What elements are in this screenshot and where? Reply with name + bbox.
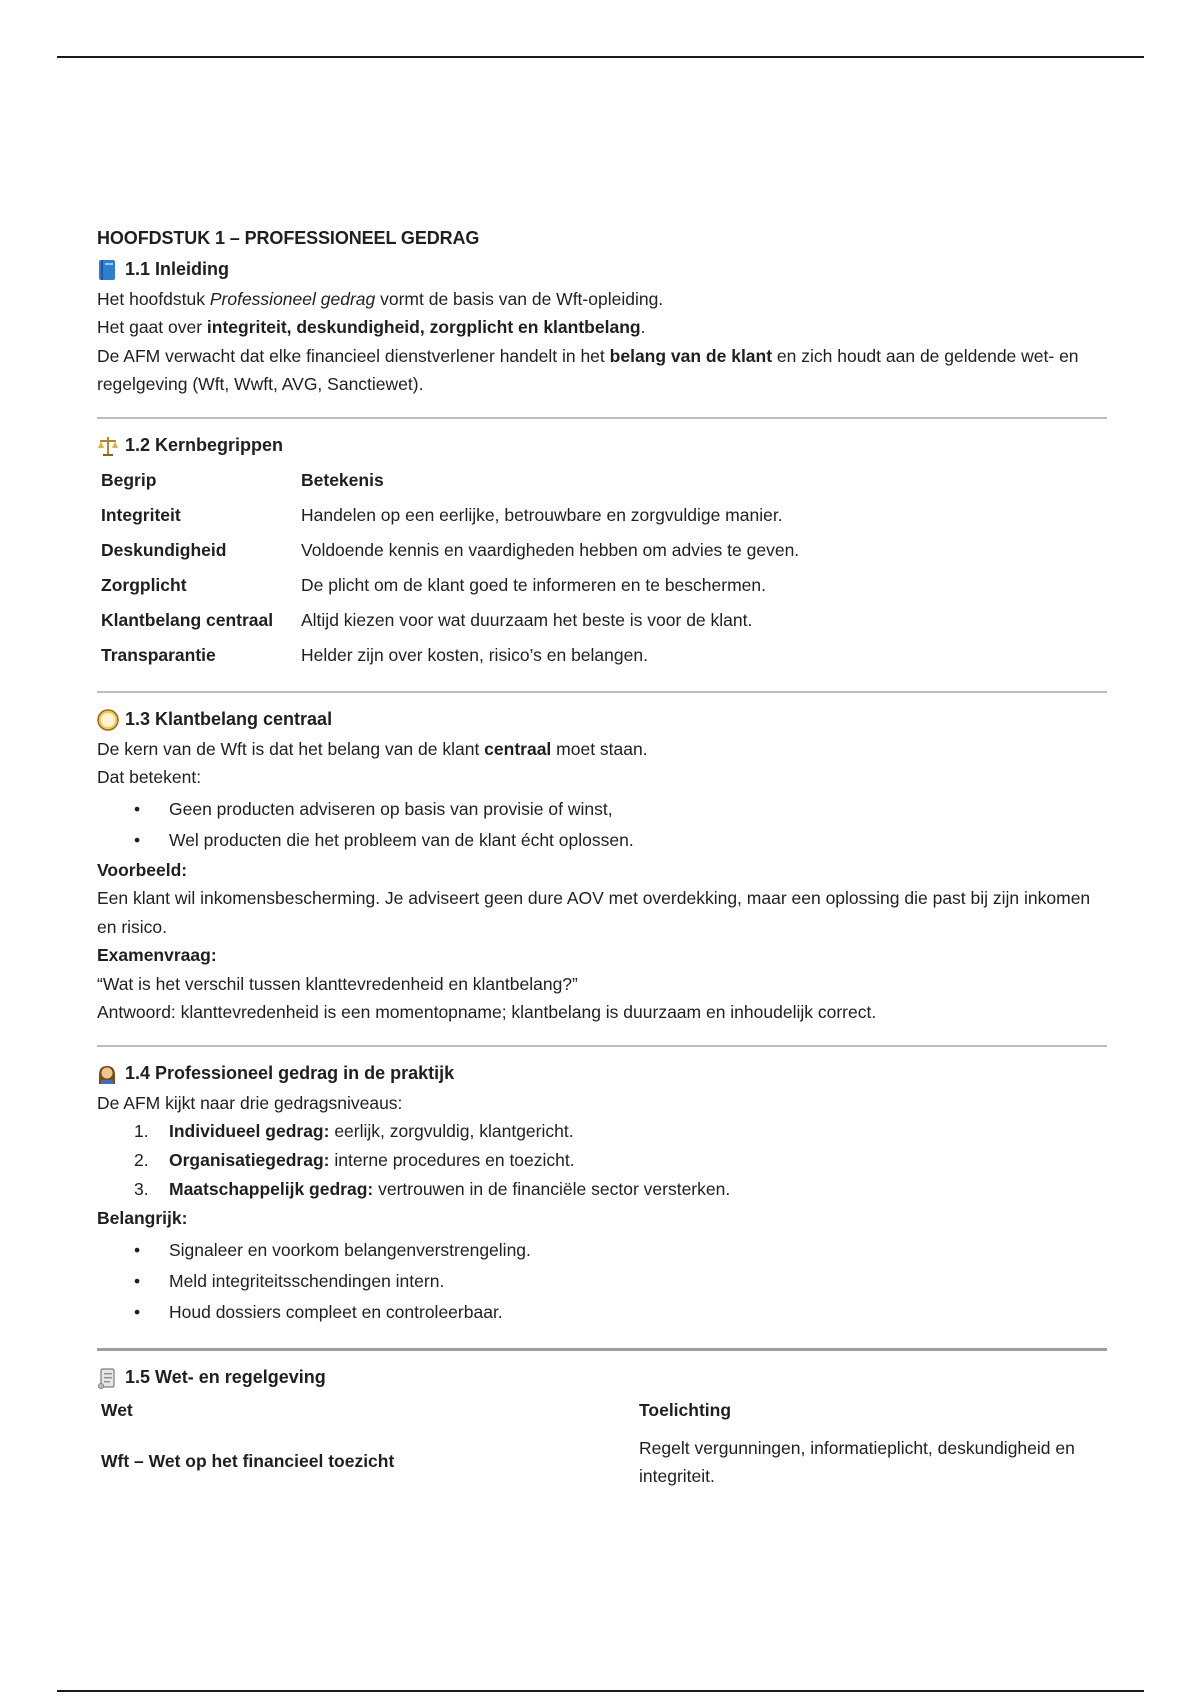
term-cell: Klantbelang centraal (101, 609, 274, 630)
list-item: 2. Organisatiegedrag: interne procedures en toezicht. (134, 1150, 575, 1170)
divider (97, 1045, 1107, 1047)
section-1-1-heading: 1.1 Inleiding (125, 259, 230, 280)
list-item: • Wel producten die het probleem van de klant écht oplossen. (97, 825, 1107, 856)
table-row (97, 568, 805, 603)
table-row (97, 533, 805, 568)
column-header-begrip: Begrip (101, 469, 157, 490)
scales-icon (97, 435, 119, 457)
table-row (97, 1429, 1107, 1495)
wetgeving-table (97, 1393, 1107, 1495)
section-1-2-heading: 1.2 Kernbegrippen (125, 435, 284, 456)
belangrijk-list (97, 1235, 1107, 1328)
divider (97, 691, 1107, 693)
klantbelang-list (97, 794, 1107, 856)
exam-answer: Antwoord: klanttevredenheid is een momentopname; klantbelang is duurzaam en inhoudelijk correct. (97, 1002, 877, 1022)
term-cell: Zorgplicht (101, 574, 187, 595)
explanation-cell: Regelt vergunningen, informatieplicht, deskundigheid en integriteit. (639, 1437, 1075, 1486)
term-cell: Deskundigheid (101, 539, 227, 560)
s1-paragraph-2: Het gaat over integriteit, deskundigheid, zorgplicht en klantbelang. (97, 317, 646, 337)
scroll-icon (97, 1367, 119, 1389)
s3-paragraph-2: Dat betekent: (97, 767, 202, 787)
term-cell: Transparantie (101, 644, 216, 665)
table-row (97, 638, 805, 673)
section-1-3-title (97, 705, 1107, 735)
list-item: • Signaleer en voorkom belangenverstrengeling. (97, 1235, 1107, 1266)
list-item: 1. Individueel gedrag: eerlijk, zorgvuldig, klantgericht. (134, 1121, 574, 1141)
meaning-cell: Voldoende kennis en vaardigheden hebben om advies te geven. (301, 539, 800, 560)
s4-intro: De AFM kijkt naar drie gedragsniveaus: (97, 1092, 403, 1113)
header-rule (57, 56, 1144, 58)
footer-rule (57, 1690, 1144, 1692)
section-1-4-title (97, 1059, 1107, 1089)
section-1-4-heading: 1.4 Professioneel gedrag in de praktijk (125, 1063, 455, 1084)
term-cell: Integriteit (101, 504, 181, 525)
list-item: • Geen producten adviseren op basis van provisie of winst, (97, 794, 1107, 825)
column-header-toelichting: Toelichting (639, 1400, 732, 1421)
page-content (97, 224, 1107, 1495)
meaning-cell: Helder zijn over kosten, risico’s en belangen. (301, 644, 648, 665)
list-item: • Meld integriteitsschendingen intern. (97, 1266, 1107, 1297)
book-icon (97, 259, 119, 281)
example-text: Een klant wil inkomensbescherming. Je adviseert geen dure AOV met overdekking, maar een oplossing die past bij zijn inkomen en risico. (97, 888, 1091, 937)
table-row (97, 603, 805, 638)
section-1-5-heading: 1.5 Wet- en regelgeving (125, 1367, 326, 1388)
list-item: 3. Maatschappelijk gedrag: vertrouwen in de financiële sector versterken. (134, 1179, 731, 1199)
s3-paragraph-1: De kern van de Wft is dat het belang van de klant centraal moet staan. (97, 738, 648, 759)
divider (97, 1348, 1107, 1351)
exam-question: “Wat is het verschil tussen klanttevredenheid en klantbelang?” (97, 973, 578, 994)
chapter-title: HOOFDSTUK 1 – PROFESSIONEEL GEDRAG (97, 228, 480, 248)
list-item: • Houd dossiers compleet en controleerbaar. (97, 1297, 1107, 1328)
compass-icon (97, 709, 119, 731)
person-icon (97, 1063, 119, 1085)
section-1-2-title (97, 431, 1107, 461)
exam-label: Examenvraag: (97, 945, 217, 965)
gedragsniveaus-list (97, 1117, 1107, 1204)
example-label: Voorbeeld: (97, 859, 188, 880)
table-header-row (97, 1393, 1107, 1429)
s1-paragraph-1: Het hoofdstuk Professioneel gedrag vormt de basis van de Wft-opleiding. (97, 288, 664, 309)
important-label: Belangrijk: (97, 1208, 188, 1228)
table-row (97, 498, 805, 533)
table-header-row (97, 463, 805, 498)
section-1-1-title (97, 255, 1107, 285)
meaning-cell: Handelen op een eerlijke, betrouwbare en zorgvuldige manier. (301, 504, 783, 525)
column-header-wet: Wet (101, 1400, 133, 1421)
column-header-betekenis: Betekenis (301, 469, 384, 490)
section-1-5-title (97, 1363, 1107, 1393)
law-cell: Wft – Wet op het financieel toezicht (101, 1451, 395, 1472)
meaning-cell: Altijd kiezen voor wat duurzaam het beste is voor de klant. (301, 609, 753, 630)
section-1-3-heading: 1.3 Klantbelang centraal (125, 709, 333, 730)
kernbegrippen-table (97, 463, 805, 673)
s1-paragraph-3: De AFM verwacht dat elke financieel dienstverlener handelt in het belang van de klant en zich houdt aan de geldende wet- en regelgeving (Wft, Wwft, AVG, Sanctiewet). (97, 345, 1079, 394)
divider (97, 417, 1107, 419)
meaning-cell: De plicht om de klant goed te informeren en te beschermen. (301, 574, 766, 595)
